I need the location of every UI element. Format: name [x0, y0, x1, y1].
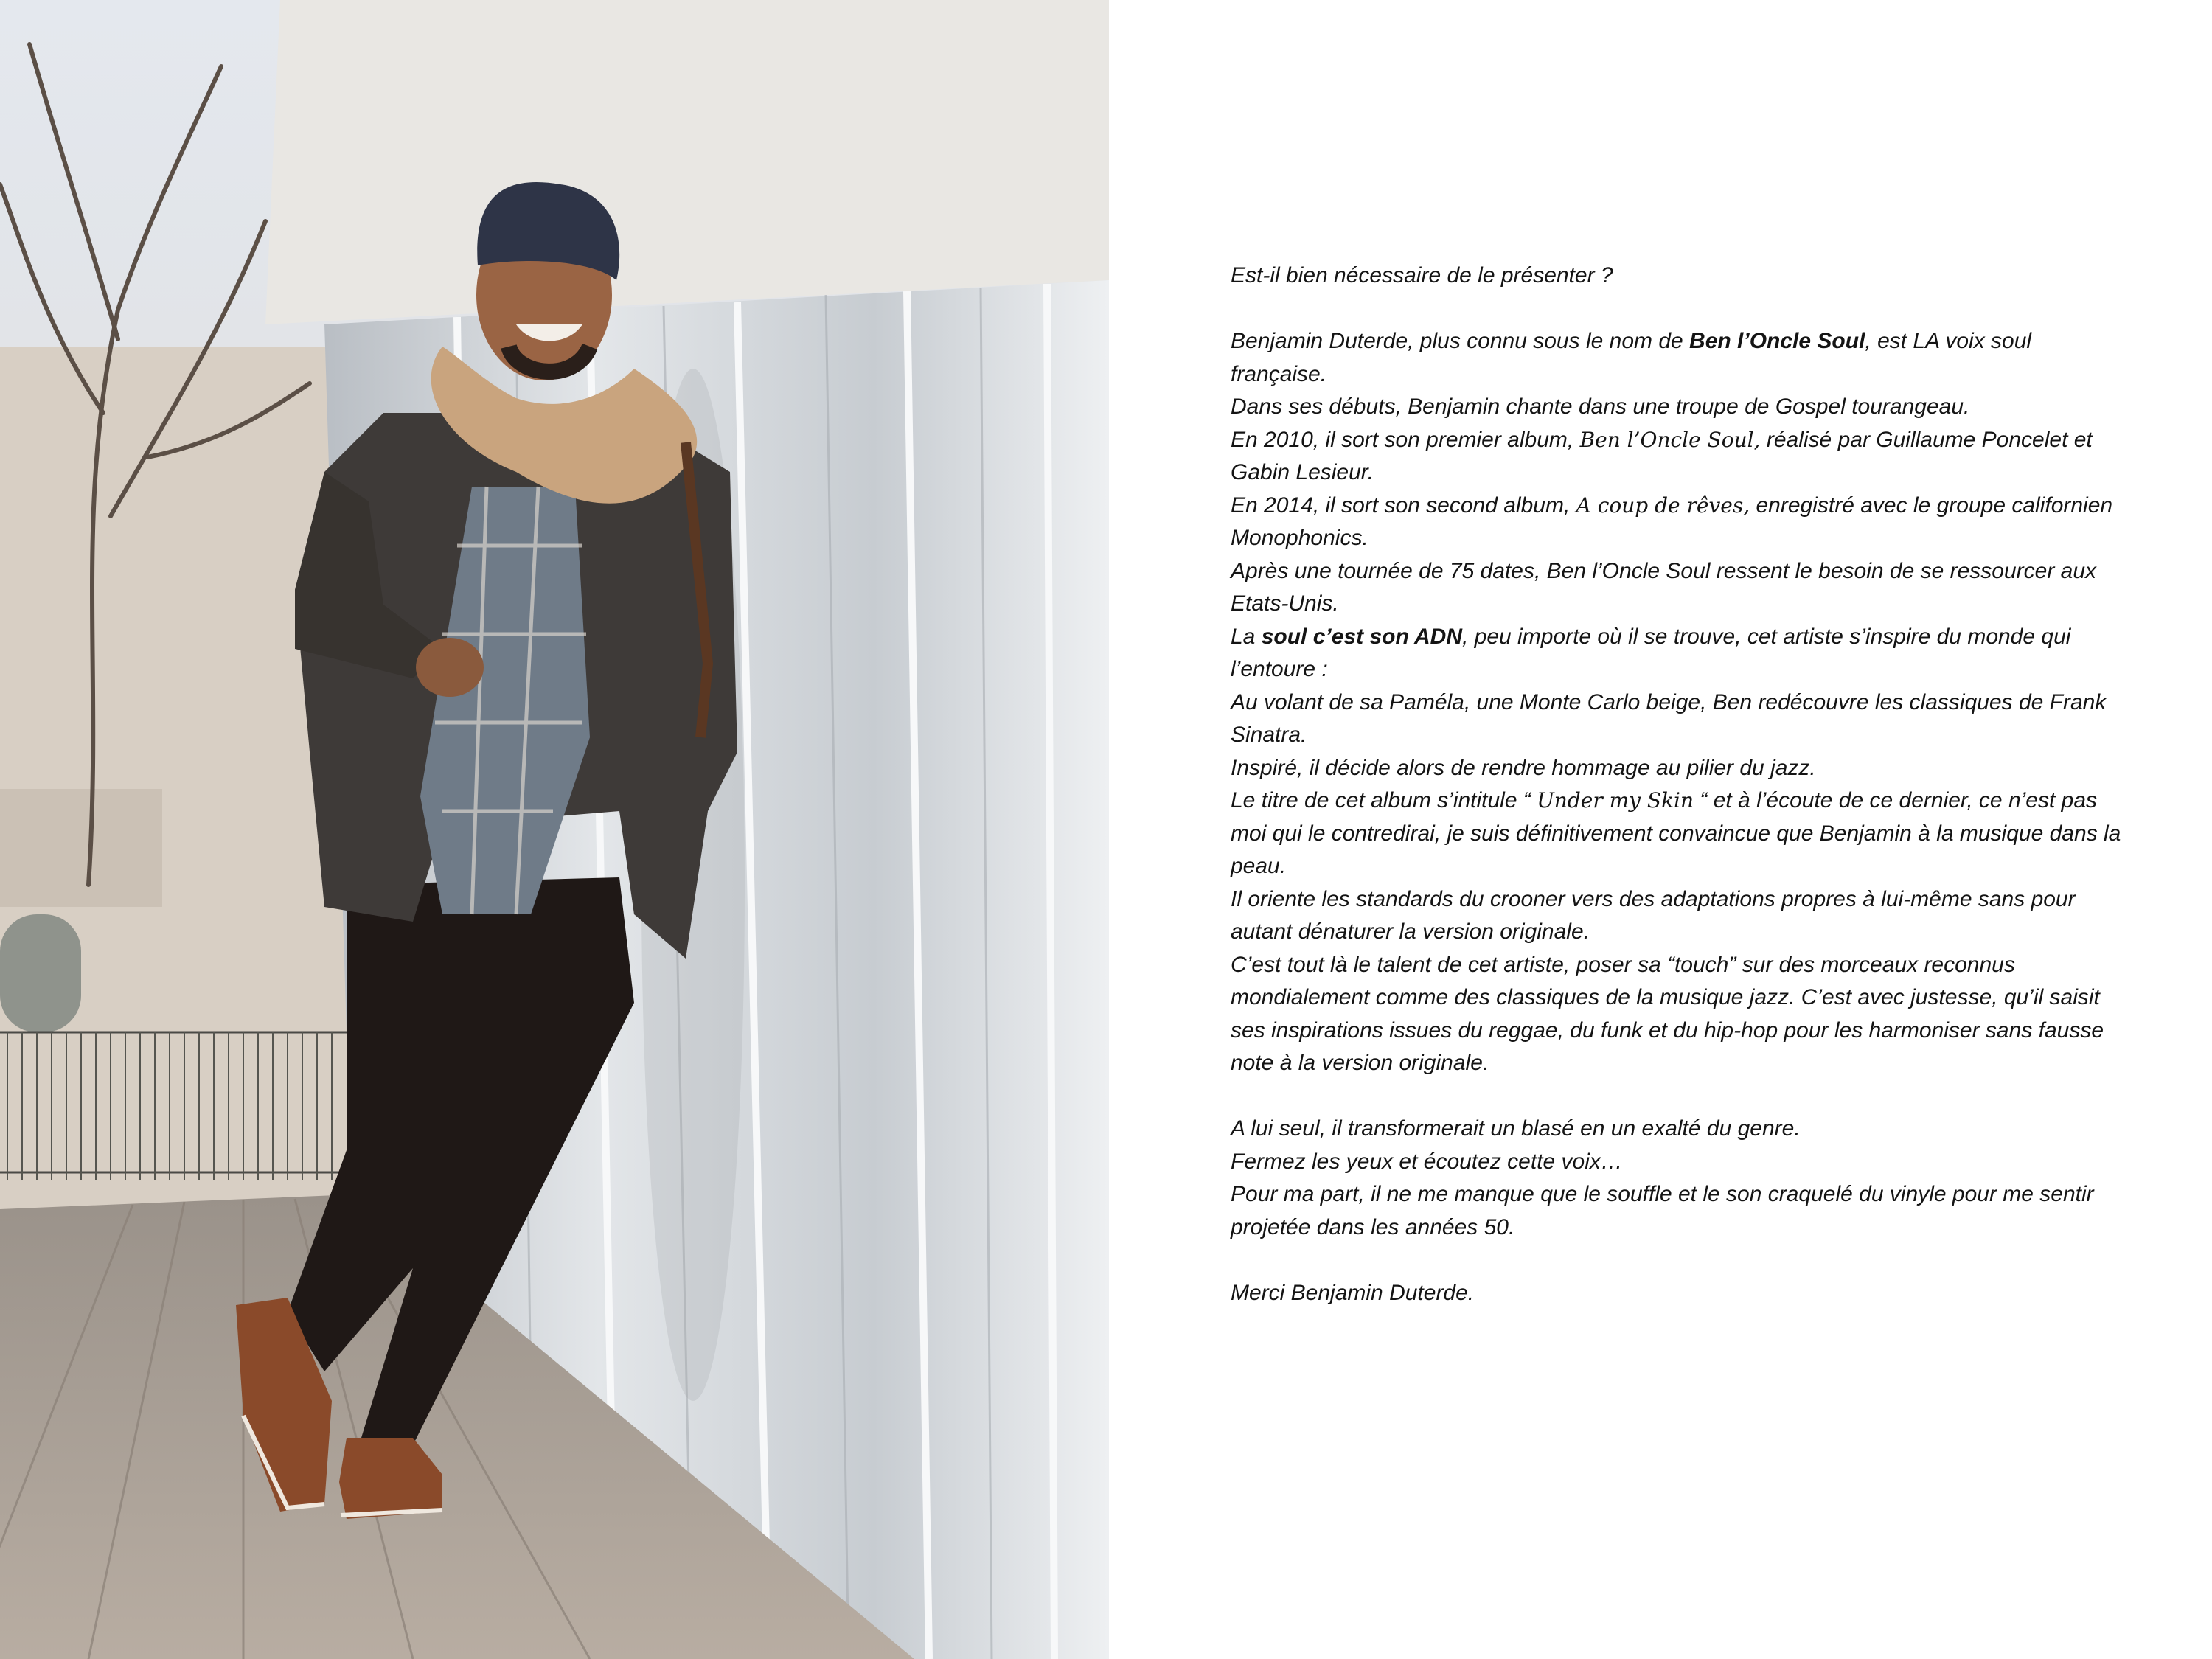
paragraph-8: Inspiré, il décide alors de rendre hommage au pilier du jazz.: [1231, 755, 1816, 780]
soul-dna-phrase: soul c’est son ADN: [1261, 624, 1462, 649]
closing-line: Merci Benjamin Duterde.: [1231, 1280, 1475, 1305]
building-canopy: [265, 0, 1109, 324]
paragraph-4: En 2014, il sort son second album, A coup de rêves, enregistré avec le groupe californien Monophonics.: [1231, 493, 2113, 550]
article-text: [1231, 260, 2132, 1310]
paragraph-1: Benjamin Duterde, plus connu sous le nom de Ben l’Oncle Soul, est LA voix soul française.: [1231, 329, 2032, 386]
paragraph-2: Dans ses débuts, Benjamin chante dans une troupe de Gospel tourangeau.: [1231, 394, 1970, 419]
paragraph-14: Pour ma part, il ne me manque que le souffle et le son craquelé du vinyle pour me sentir projetée dans les années 50.: [1231, 1182, 2094, 1239]
paragraph-10: Il oriente les standards du crooner vers des adaptations propres à lui-même sans pour autant dénaturer la version originale.: [1231, 886, 2076, 944]
paragraph-6: La soul c’est son ADN, peu importe où il se trouve, cet artiste s’inspire du monde qui l’entoure :: [1231, 624, 2071, 681]
paragraph-13: Fermez les yeux et écoutez cette voix…: [1231, 1149, 1623, 1174]
hand: [416, 638, 484, 697]
paragraph-11: C’est tout là le talent de cet artiste, poser sa “touch” sur des morceaux reconnus mondialement comme des classiques de la musique jazz. C’est avec justesse, qu’il saisit ses inspirations issues du reggae, du funk et du hip-hop pour les harmoniser sans fausse note à la version originale.: [1231, 952, 2104, 1075]
artist-name: Ben l’Oncle Soul: [1689, 329, 1865, 353]
paragraph-3: En 2010, il sort son premier album, Ben l’Oncle Soul, réalisé par Guillaume Poncelet et Gabin Lesieur.: [1231, 427, 2093, 484]
album-title-1: Ben l’Oncle Soul,: [1579, 427, 1761, 452]
album-title-2: A coup de rêves,: [1576, 493, 1750, 518]
album-title-3: Under my Skin: [1537, 788, 1694, 813]
paragraph-7: Au volant de sa Paméla, une Monte Carlo beige, Ben redécouvre les classiques de Frank Sinatra.: [1231, 689, 2107, 747]
paragraph-12: A lui seul, il transformerait un blasé en un exalté du genre.: [1231, 1116, 1801, 1141]
paragraph-5: Après une tournée de 75 dates, Ben l’Oncle Soul ressent le besoin de se ressourcer aux Etats-Unis.: [1231, 558, 2097, 616]
intro-line: Est-il bien nécessaire de le présenter ?: [1231, 263, 1613, 288]
paragraph-9: Le titre de cet album s’intitule “ Under my Skin “ et à l’écoute de ce dernier, ce n’est pas moi qui le contredirai, je suis définitivement convaincue que Benjamin à la musique dans la peau.: [1231, 788, 2121, 878]
